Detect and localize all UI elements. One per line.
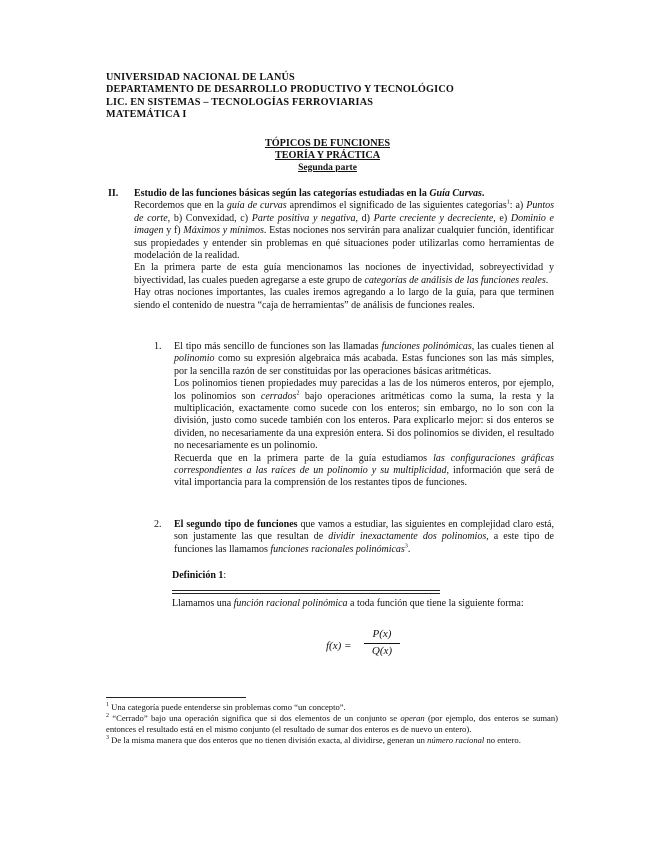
- subtitle: TEORÍA Y PRÁCTICA: [274, 150, 381, 161]
- fraction-bar: [364, 643, 400, 644]
- list-item-body: El segundo tipo de funciones que vamos a estudiar, las siguientes en complejidad claro está, son justamente las que resultan de dividir inexactamente dos polinomios, a este tipo de funciones las llamamos funciones racionales polinómicas$^3$.: [174, 519, 554, 555]
- formula-fraction: [364, 628, 400, 657]
- header-degree: LIC. EN SISTEMAS – TECNOLOGÍAS FERROVIARIAS: [106, 96, 374, 108]
- definition-label: Definición 1:: [172, 570, 227, 581]
- footnote-separator: [106, 697, 246, 698]
- footnote-ref-3[interactable]: 3: [404, 543, 408, 550]
- paragraph-injectivity: En la primera parte de esta guía mencionamos las nociones de inyectividad, sobreyectividad y biyectividad, las cuales pueden agregarse a este grupo de categorías de análisis de las funciones reales.: [134, 262, 554, 286]
- section-numeral: II.: [108, 188, 119, 199]
- header-course: MATEMÁTICA I: [106, 108, 187, 120]
- paragraph-toolbox: Hay otras nociones importantes, las cuales iremos agregando a lo largo de la guía, para que terminen siendo el contenido de nuestra “caja de herramientas” de análisis de funciones reales.: [134, 287, 554, 311]
- list-number: 2.: [154, 519, 162, 530]
- header-department: DEPARTAMENTO DE DESARROLLO PRODUCTIVO Y TECNOLÓGICO: [106, 84, 455, 96]
- paragraph-categories: Recordemos que en la guía de curvas aprendimos el significado de las siguientes categorías$^1$: a) Puntos de corte, b) Convexidad, c) Parte positiva y negativa, d) Parte creciente y decreciente, e) Dominio e imagen y f) Máximos y mínimos. Estas nociones nos servirán para analizar cualquier función, identificar sus propiedades y entender sin problemas en qué situaciones poder utilizarlas como herramientas de modelación de la realidad.: [134, 200, 554, 262]
- definition-text: Llamamos una función racional polinómica a toda función que tiene la siguiente forma:: [172, 598, 524, 609]
- formula-denominator: Q(x): [371, 645, 393, 657]
- definition-rule: [172, 593, 440, 594]
- footnote-ref-2[interactable]: 2: [296, 390, 300, 397]
- formula-lhs: f(x) =: [326, 640, 352, 652]
- footnote-1: $^1$ Una categoría puede entenderse sin problemas como “un concepto”.: [106, 702, 346, 712]
- header-university: UNIVERSIDAD NACIONAL DE LANÚS: [106, 72, 295, 83]
- formula-numerator: P(x): [372, 628, 392, 640]
- part-title: Segunda parte: [298, 163, 357, 173]
- footnote-ref-1[interactable]: 1: [506, 200, 510, 207]
- institution-header: [106, 72, 454, 121]
- list-item-body: El tipo más sencillo de funciones son las llamadas funciones polinómicas, las cuales tienen al polinomio como su expresión algebraica más acabada. Estas funciones son las más simples, por la sencilla razón de ser constituidas por las operaciones básicas aritméticas. Los polinomios tienen propiedades muy parecidas a las de los números enteros, por ejemplo, los polinomios son cerrados$^2$ bajo operaciones aritméticas como la suma, la resta y la multiplicación, exactamente como sucede con los enteros; sin embargo, no lo son con la división, justo como sucede también con los enteros. Para explicarlo mejor: si dos enteros se dividen, no necesariamente da una expresión entera. Si dos polinomios se dividen, el resultado no necesariamente es un polinomio. Recuerda que en la primera parte de la guía estudiamos las configuraciones gráficas correspondientes a las raíces de un polinomio y su multiplicidad, información que será de vital importancia para la comprensión de los restantes tipos de funciones.: [174, 341, 554, 489]
- list-number: 1.: [154, 341, 162, 352]
- section-body: [134, 188, 554, 312]
- footnote-2: $^2$ “Cerrado” bajo una operación significa que si dos elementos de un conjunto se operan (por ejemplo, dos enteros se suman) entonces el resultado está en el mismo conjunto (el resultado de sumar dos enteros es de nuevo un entero).: [106, 713, 558, 734]
- footnotes: [106, 702, 558, 746]
- footnote-3: $^3$ De la misma manera que dos enteros que no tienen división exacta, al dividirse, generan un número racional no entero.: [106, 735, 521, 745]
- section-heading: Estudio de las funciones básicas según las categorías estudiadas en la Guía Curvas.: [134, 188, 485, 199]
- definition-rule: [172, 590, 440, 591]
- main-title: TÓPICOS DE FUNCIONES: [264, 138, 391, 149]
